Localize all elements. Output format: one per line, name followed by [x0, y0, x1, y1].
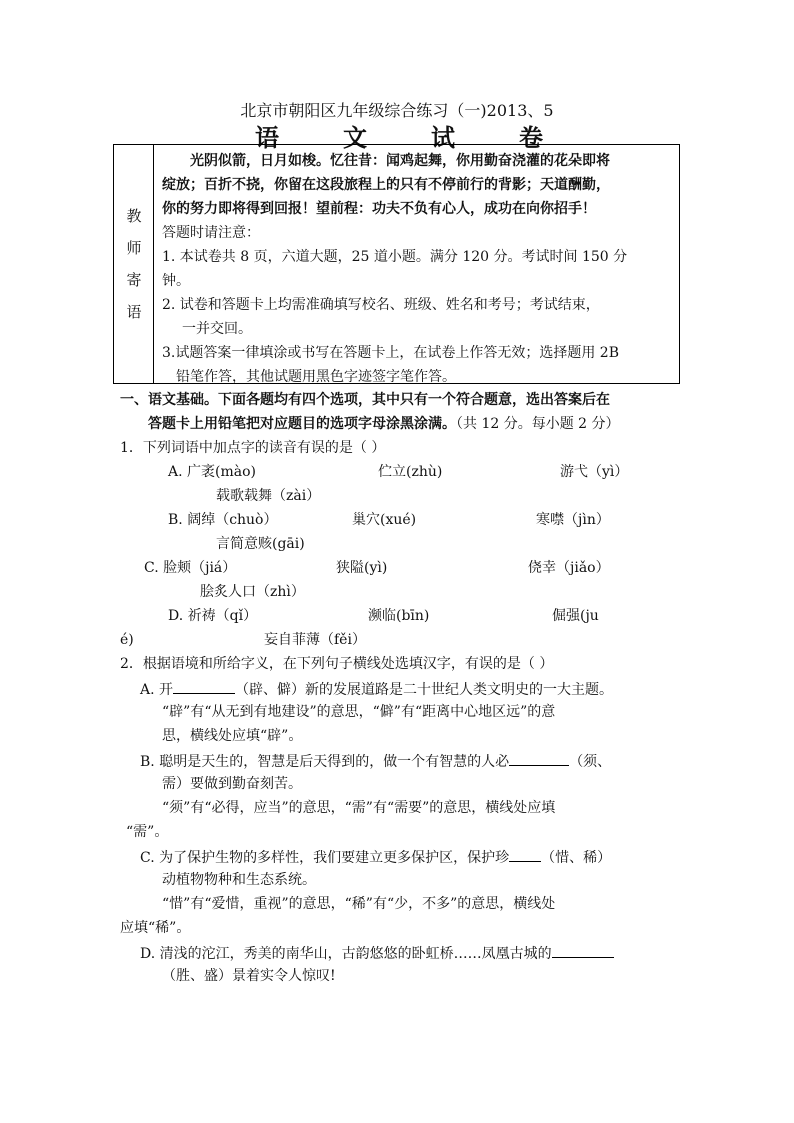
label-char: 寄: [126, 271, 142, 289]
blank-line: [173, 678, 235, 694]
q2-option-b-l2: 需）要做到勤奋刻苦。: [162, 776, 302, 792]
q1-option-b: 寒噤（jìn）: [536, 512, 610, 528]
q2-b-pre: B. 聪明是天生的，智慧是后天得到的，做一个有智慧的人必: [140, 754, 510, 770]
notice-heading: 答题时请注意：: [162, 225, 260, 241]
message-line: 光阴似箭，日月如梭。忆往昔：闻鸡起舞，你用勤奋浇灌的花朵即将: [190, 153, 610, 169]
q1-option-a: A. 广袤(mào): [168, 464, 256, 480]
q1-option-d: 倔强(ju: [552, 608, 599, 624]
notice-line: 铅笔作答，其他试题用黑色字迹签字笔作答。: [176, 369, 456, 385]
message-line: 你的努力即将得到回报！望前程：功夫不负有心人，成功在向你招手！: [162, 201, 596, 217]
notice-line: 钟。: [162, 273, 190, 289]
q2-option-a: [140, 678, 613, 700]
q2-option-d: [140, 942, 614, 964]
title-char: 语: [255, 123, 283, 152]
q1-option-c: 侥幸（jiǎo）: [528, 560, 610, 576]
blank-line: [552, 942, 614, 958]
section-heading: 一、语文基础。下面各题均有四个选项，其中只有一个符合题意，选出答案后在: [120, 392, 610, 408]
message-line: 绽放；百折不挠，你留在这段旅程上的只有不停前行的背影；天道酬勤，: [162, 177, 610, 193]
q1-option-d: 濒临(bīn): [368, 608, 430, 624]
q2-option-c-l3: “惜”有“爱惜，重视”的意思，“稀”有“少，不多”的意思，横线处: [162, 896, 556, 912]
section-heading-cont: [148, 414, 620, 434]
question-2-stem: 2．根据语境和所给字义，在下列句子横线处选填汉字，有误的是（ ）: [120, 656, 554, 672]
q1-option-a: 游弋（yì）: [560, 464, 629, 480]
notice-line: 1. 本试卷共 8 页，六道大题，25 道小题。满分 120 分。考试时间 150 分: [162, 249, 628, 265]
q2-option-b: [140, 750, 611, 772]
notice-line: 一并交回。: [182, 321, 252, 337]
q1-option-b: B. 阔绰（chuò）: [168, 512, 278, 528]
q2-option-a-l3: 思，横线处应填“辟”。: [162, 728, 303, 744]
section-heading-score: （共 12 分。每小题 2 分）: [456, 416, 620, 432]
q1-option-c: 脍炙人口（zhì）: [200, 584, 305, 600]
q1-option-a: 伫立(zhù): [378, 464, 443, 480]
q2-b-post: （须、: [569, 754, 612, 770]
section-heading-bold: 答题卡上用铅笔把对应题目的选项字母涂黑涂满。: [148, 416, 456, 432]
title-char: 试: [431, 123, 459, 152]
box-label-column: [114, 145, 154, 383]
q1-option-d: D. 祈祷（qǐ）: [168, 608, 258, 624]
q1-option-d: é): [120, 632, 134, 648]
q2-a-pre: A. 开: [140, 682, 174, 698]
q2-a-post: （辟、僻）新的发展道路是二十世纪人类文明史的一大主题。: [235, 682, 614, 698]
question-1-stem: 1．下列词语中加点字的读音有误的是（ ）: [120, 440, 386, 456]
q1-option-a: 载歌载舞（zài）: [216, 488, 321, 504]
teacher-message-box: [113, 144, 680, 384]
label-char: 语: [126, 303, 142, 321]
q2-option-b-l4: “需”。: [126, 824, 169, 840]
notice-line: 3.试题答案一律填涂或书写在答题卡上，在试卷上作答无效；选择题用 2B: [162, 345, 620, 361]
notice-line: 2. 试卷和答题卡上均需准确填写校名、班级、姓名和考号；考试结束，: [162, 297, 600, 313]
q2-option-c-l2: 动植物物种和生态系统。: [162, 872, 316, 888]
label-char: 教: [126, 207, 142, 225]
q1-option-c: 狭隘(yì): [336, 560, 388, 576]
q1-option-b: 言简意赅(gāi): [216, 536, 305, 552]
blank-line: [509, 750, 569, 766]
q2-option-d-l2: （胜、盛）景着实令人惊叹!: [162, 968, 336, 984]
title-char: 文: [343, 123, 371, 152]
label-char: 师: [126, 239, 142, 257]
q1-option-b: 巢穴(xué): [352, 512, 417, 528]
exam-header: 北京市朝阳区九年级综合练习（一)2013、5: [240, 101, 554, 120]
q2-c-post: （惜、稀）: [541, 850, 612, 866]
q2-c-pre: C. 为了保护生物的多样性，我们要建立更多保护区，保护珍: [140, 850, 510, 866]
q2-option-c-l4: 应填“稀”。: [120, 920, 191, 936]
q1-option-c: C. 脸颊（jiá）: [144, 560, 237, 576]
q1-option-d: 妄自菲薄（fěi）: [264, 632, 366, 648]
q2-d-pre: D. 清浅的沱江，秀美的南华山，古韵悠悠的卧虹桥……凤凰古城的: [140, 946, 552, 962]
title-char: 卷: [519, 123, 547, 152]
q2-option-b-l3: “须”有“必得，应当”的意思，“需”有“需要”的意思，横线处应填: [162, 800, 556, 816]
q2-option-a-l2: “辟”有“从无到有地建设”的意思，“僻”有“距离中心地区远”的意: [162, 704, 556, 720]
blank-line: [509, 846, 541, 862]
q2-option-c: [140, 846, 611, 868]
